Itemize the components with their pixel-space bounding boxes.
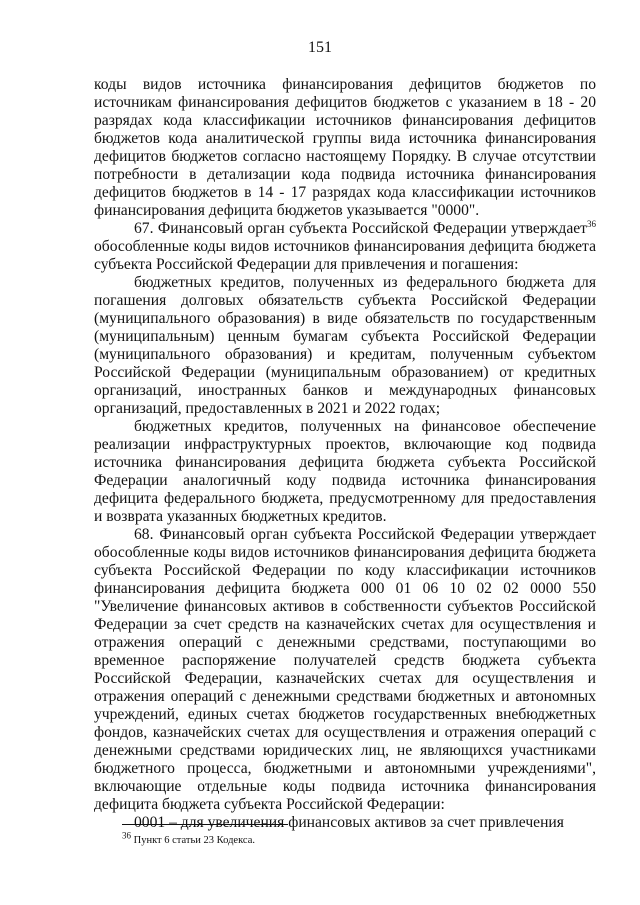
paragraph-intro: коды видов источника финансирования дефицитов бюджетов по источникам финансирования дефицитов бюджетов с указанием в 18 - 20 разрядах кода классификации источников финансирования дефицитов бюджетов кода аналитической группы вида источника финансирования дефицитов бюджетов согласно настоящему Порядку. В случае отсутствии потребности в детализации кода подвида источника финансирования дефицитов бюджетов в 14 - 17 разрядах кода классификации источников финансирования дефицита бюджетов указывается "0000".	[94, 76, 596, 219]
footnote-number: 36	[122, 830, 131, 841]
paragraph-67-text-after: обособленные коды видов источников финансирования дефицита бюджета субъекта Российской Федерации для привлечения и погашения:	[94, 238, 596, 273]
page-number: 151	[308, 39, 332, 56]
paragraph-68: 68. Финансовый орган субъекта Российской Федерации утверждает обособленные коды видов источников финансирования дефицита бюджета субъекта Российской Федерации по коду классификации источников финансирования дефицита бюджета 000 01 06 10 02 02 0000 550 "Увеличение финансовых активов в собственности субъектов Российской Федерации за счет средств на казначейских счетах для осуществления и отражения операций с денежными средствами, поступающими во временное распоряжение получателей средств бюджета субъекта Российской Федерации, казначейских счетах для осуществления и отражения операций с денежными средствами бюджетных и автономных учреждений, единых счетах бюджетов государственных внебюджетных фондов, казначейских счетах для осуществления и отражения операций с денежными средствами юридических лиц, не являющихся участниками бюджетного процесса, бюджетными и автономными учреждениями", включающие отдельные коды подвида источника финансирования дефицита бюджета субъекта Российской Федерации:	[94, 526, 596, 813]
footnote	[122, 830, 592, 847]
paragraph-67-text-before: 67. Финансовый орган субъекта Российской Федерации утверждает	[134, 220, 587, 237]
footnote-text: Пункт 6 статьи 23 Кодекса.	[131, 835, 255, 846]
body-text	[94, 76, 596, 832]
footnote-divider	[122, 824, 288, 825]
paragraph-67	[94, 220, 596, 274]
paragraph-code-0001: 0001 – для увеличения финансовых активов за счет привлечения	[134, 814, 564, 831]
paragraph-budget-credits-federal: бюджетных кредитов, полученных из федерального бюджета для погашения долговых обязательств субъекта Российской Федерации (муниципального образования) в виде обязательств по государственным (муниципальным) ценным бумагам субъекта Российской Федерации (муниципального образования) и кредитам, полученным субъектом Российской Федерации (муниципальным образованием) от кредитных организаций, иностранных банков и международных финансовых организаций, предоставленных в 2021 и 2022 годах;	[94, 274, 596, 417]
paragraph-budget-credits-infrastructure: бюджетных кредитов, полученных на финансовое обеспечение реализации инфраструктурных проектов, включающие код подвида источника финансирования дефицита бюджета субъекта Российской Федерации аналогичный коду подвида источника финансирования дефицита федерального бюджета, предусмотренному для предоставления и возврата указанных бюджетных кредитов.	[94, 418, 596, 525]
footnote-reference: 36	[587, 218, 596, 229]
